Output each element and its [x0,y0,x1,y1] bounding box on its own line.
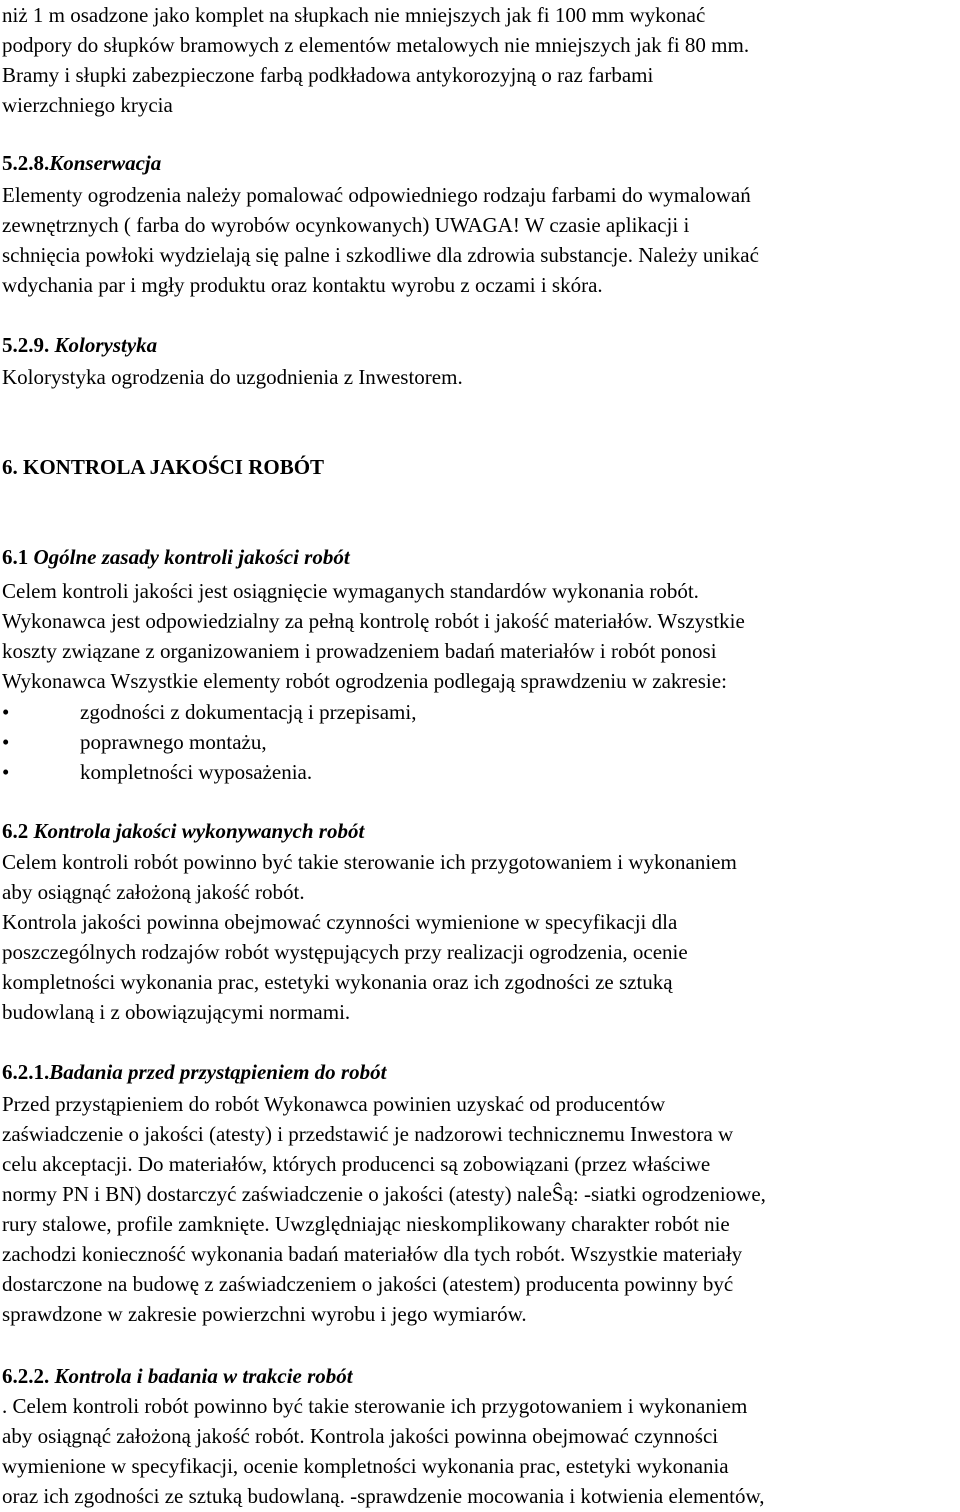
section-title: Kontrola i badania w trakcie robót [54,1364,353,1388]
text-line: dostarczone na budowę z zaświadczeniem o jakości (atestem) producenta powinny być [2,1272,734,1296]
text-line: celu akceptacji. Do materiałów, których producenci są zobowiązani (przez właściwe [2,1152,711,1176]
text-line: sprawdzone w zakresie powierzchni wyrobu i jego wymiarów. [2,1302,527,1326]
text-line: aby osiągnąć założoną jakość robót. Kontrola jakości powinna obejmować czynności [2,1424,719,1448]
section-heading-5-2-9 [2,330,157,360]
section-number: 5.2.9. [2,333,50,357]
section-title: Badania przed przystąpieniem do robót [49,1060,387,1084]
text-line: schnięcia powłoki wydzielają się palne i szkodliwe dla zdrowia substancje. Należy unikać [2,243,759,267]
text-line: oraz ich zgodności ze sztuką budowlaną. -sprawdzenie mocowania i kotwienia elementów, [2,1484,765,1508]
text-line: Wykonawca Wszystkie elementy robót ogrodzenia podlegają sprawdzeniu w zakresie: [2,669,727,693]
text-line: wdychania par i mgły produktu oraz kontaktu wyrobu z oczami i skóra. [2,273,603,297]
section-heading-6-2 [2,816,364,846]
section-number: 6.2.2. [2,1364,50,1388]
text-line: kompletności wykonania prac, estetyki wykonania oraz ich zgodności ze sztuką [2,970,673,994]
text-line: Celem kontroli robót powinno być takie sterowanie ich przygotowaniem i wykonaniem [2,850,737,874]
bullet-mark: • [2,760,10,784]
list-item: poprawnego montażu, [80,730,267,754]
section-number: 5.2.8. [2,151,50,175]
text-line: rury stalowe, profile zamknięte. Uwzględniając nieskomplikowany charakter robót nie [2,1212,730,1236]
section-number: 6.2.1. [2,1060,50,1084]
text-line: zaświadczenie o jakości (atesty) i przedstawić je nadzorowi technicznemu Inwestora w [2,1122,734,1146]
text-line: wymienione w specyfikacji, ocenie kompletności wykonania prac, estetyki wykonania [2,1454,729,1478]
section-heading-6-2-2 [2,1361,353,1391]
text-line: koszty związane z organizowaniem i prowadzeniem badań materiałów i robót ponosi [2,639,717,663]
text-line: podpory do słupków bramowych z elementów metalowych nie mniejszych jak fi 80 mm. [2,33,750,57]
section-title: Ogólne zasady kontroli jakości robót [33,545,350,569]
chapter-heading: 6. KONTROLA JAKOŚCI ROBÓT [2,455,325,479]
text-line: Kolorystyka ogrodzenia do uzgodnienia z Inwestorem. [2,365,463,389]
section-title: Kolorystyka [54,333,158,357]
section-heading-6-2-1 [2,1057,386,1087]
text-line: Bramy i słupki zabezpieczone farbą podkładowa antykorozyjną o raz farbami [2,63,654,87]
section-title: Konserwacja [49,151,162,175]
text-line: niż 1 m osadzone jako komplet na słupkach nie mniejszych jak fi 100 mm wykonać [2,3,706,27]
text-line: poszczególnych rodzajów robót występujących przy realizacji ogrodzenia, ocenie [2,940,688,964]
text-line: zachodzi konieczność wykonania badań materiałów dla tych robót. Wszystkie materiały [2,1242,743,1266]
text-line: zewnętrznych ( farba do wyrobów ocynkowanych) UWAGA! W czasie aplikacji i [2,213,690,237]
text-line: normy PN i BN) dostarczyć zaświadczenie o jakości (atesty) naleŜą: -siatki ogrodzeniowe, [2,1182,766,1206]
section-heading-5-2-8 [2,148,161,178]
list-item: kompletności wyposażenia. [80,760,313,784]
text-line: wierzchniego krycia [2,93,173,117]
section-number: 6.1 [2,545,29,569]
text-line: aby osiągnąć założoną jakość robót. [2,880,305,904]
section-title: Kontrola jakości wykonywanych robót [33,819,365,843]
text-line: Wykonawca jest odpowiedzialny za pełną kontrolę robót i jakość materiałów. Wszystkie [2,609,745,633]
section-heading-6-1 [2,542,350,572]
bullet-mark: • [2,700,10,724]
text-line: . Celem kontroli robót powinno być takie sterowanie ich przygotowaniem i wykonaniem [2,1394,748,1418]
section-number: 6.2 [2,819,29,843]
text-line: Celem kontroli jakości jest osiągnięcie wymaganych standardów wykonania robót. [2,579,699,603]
text-line: Przed przystąpieniem do robót Wykonawca powinien uzyskać od producentów [2,1092,666,1116]
text-line: Kontrola jakości powinna obejmować czynności wymienione w specyfikacji dla [2,910,678,934]
text-line: budowlaną i z obowiązującymi normami. [2,1000,351,1024]
bullet-mark: • [2,730,10,754]
text-line: Elementy ogrodzenia należy pomalować odpowiedniego rodzaju farbami do wymalowań [2,183,751,207]
list-item: zgodności z dokumentacją i przepisami, [80,700,417,724]
